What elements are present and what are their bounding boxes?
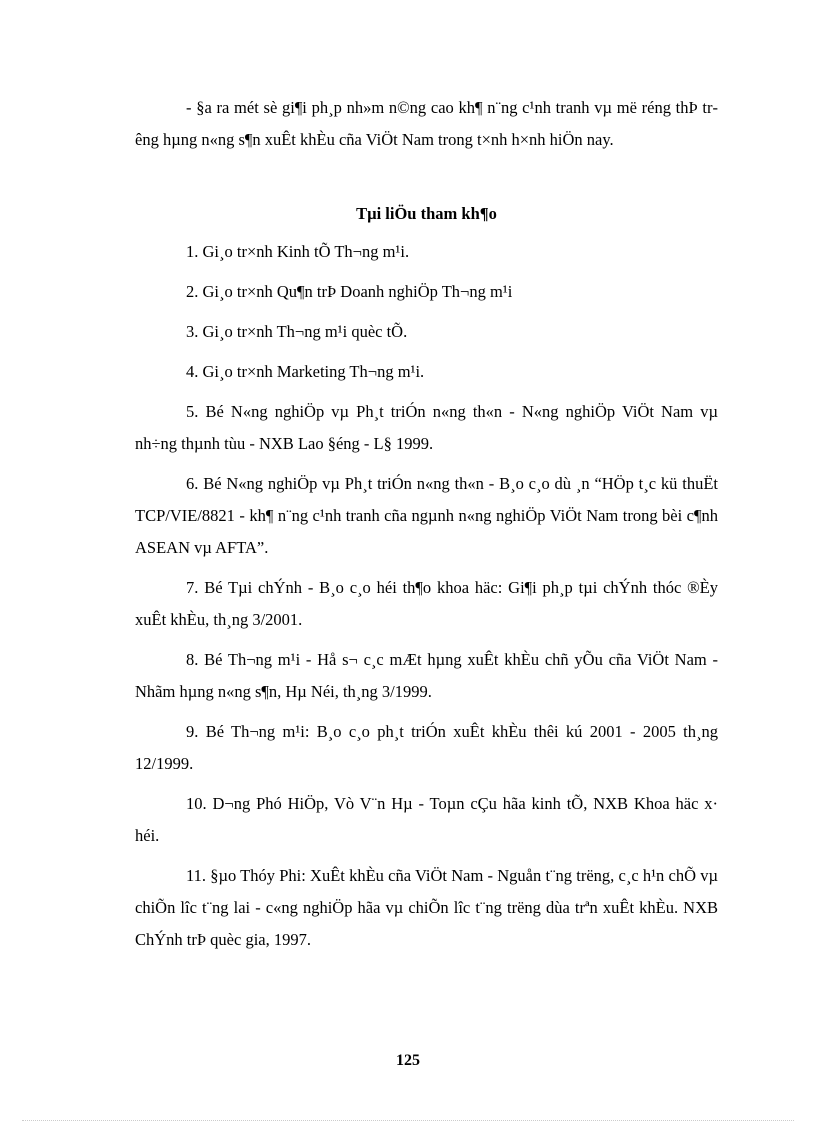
reference-item — [135, 860, 718, 956]
reference-number: 9. — [186, 722, 199, 741]
page-bottom-divider — [22, 1120, 794, 1121]
reference-list — [135, 236, 718, 956]
reference-text: Bé N«ng nghiÖp vµ Ph¸t triÓn n«ng th«n - N«ng nghiÖp ViÖt Nam vµ nh÷ng thµnh tùu - NXB Lao §éng - L§ 1999. — [135, 402, 718, 453]
reference-number: 8. — [186, 650, 199, 669]
reference-item — [135, 644, 718, 708]
reference-number: 4. — [186, 362, 199, 381]
reference-item — [135, 716, 718, 780]
reference-item — [135, 236, 718, 268]
reference-text: D¬ng Phó HiÖp, Vò V¨n Hµ - Toµn cÇu hãa kinh tÕ, NXB Khoa häc x· héi. — [135, 794, 718, 845]
reference-number: 6. — [186, 474, 199, 493]
page-content — [135, 92, 718, 964]
reference-text: §µo Thóy Phi: XuÊt khÈu cña ViÖt Nam - Nguån t¨ng trëng, c¸c h¹n chÕ vµ chiÕn lîc t¨ng lai - c«ng nghiÖp hãa vµ chiÕn lîc t¨ng trëng dùa trªn xuÊt khÈu. NXB ChÝnh trÞ quèc gia, 1997. — [135, 866, 719, 949]
reference-text: Gi¸o tr×nh Kinh tÕ Th¬ng m¹i. — [202, 242, 410, 261]
reference-number: 11. — [186, 866, 207, 885]
reference-item — [135, 316, 718, 348]
reference-item — [135, 572, 718, 636]
reference-number: 1. — [186, 242, 199, 261]
reference-item — [135, 468, 718, 564]
reference-item — [135, 276, 718, 308]
reference-number: 5. — [186, 402, 199, 421]
reference-number: 7. — [186, 578, 199, 597]
reference-text: Gi¸o tr×nh Th¬ng m¹i quèc tÕ. — [202, 322, 408, 341]
reference-item — [135, 396, 718, 460]
reference-item — [135, 788, 718, 852]
reference-text: Bé Th¬ng m¹i - Hå s¬ c¸c mÆt hµng xuÊt khÈu chñ yÕu cña ViÖt Nam - Nhãm hµng n«ng s¶n, Hµ Néi, th¸ng 3/1999. — [135, 650, 718, 701]
reference-text: Bé Tµi chÝnh - B¸o c¸o héi th¶o khoa häc: Gi¶i ph¸p tµi chÝnh thóc ®Èy xuÊt khÈu, th¸ng 3/2001. — [135, 578, 718, 629]
reference-text: Bé Th¬ng m¹i: B¸o c¸o ph¸t triÓn xuÊt khÈu thêi kú 2001 - 2005 th¸ng 12/1999. — [135, 722, 719, 773]
reference-number: 3. — [186, 322, 199, 341]
reference-number: 10. — [186, 794, 207, 813]
reference-item — [135, 356, 718, 388]
reference-text: Gi¸o tr×nh Qu¶n trÞ Doanh nghiÖp Th¬ng m¹i — [202, 282, 513, 301]
page-number: 125 — [396, 1052, 420, 1069]
intro-paragraph: - §a ra mét sè gi¶i ph¸p nh»m n©ng cao kh¶ n¨ng c¹nh tranh vµ më réng thÞ trêng hµng n«ng s¶n xuÊt khÈu cña ViÖt Nam trong t×nh h×nh hiÖn nay. — [135, 98, 718, 149]
reference-text: Gi¸o tr×nh Marketing Th¬ng m¹i. — [202, 362, 425, 381]
reference-number: 2. — [186, 282, 199, 301]
reference-text: Bé N«ng nghiÖp vµ Ph¸t triÓn n«ng th«n - B¸o c¸o dù ¸n “HÖp t¸c kü thuËt TCP/VIE/8821 - kh¶ n¨ng c¹nh tranh cña ngµnh n«ng nghiÖp ViÖt Nam trong bèi c¶nh ASEAN vµ AFTA”. — [135, 474, 718, 557]
references-heading: Tµi liÖu tham kh¶o — [356, 204, 497, 223]
